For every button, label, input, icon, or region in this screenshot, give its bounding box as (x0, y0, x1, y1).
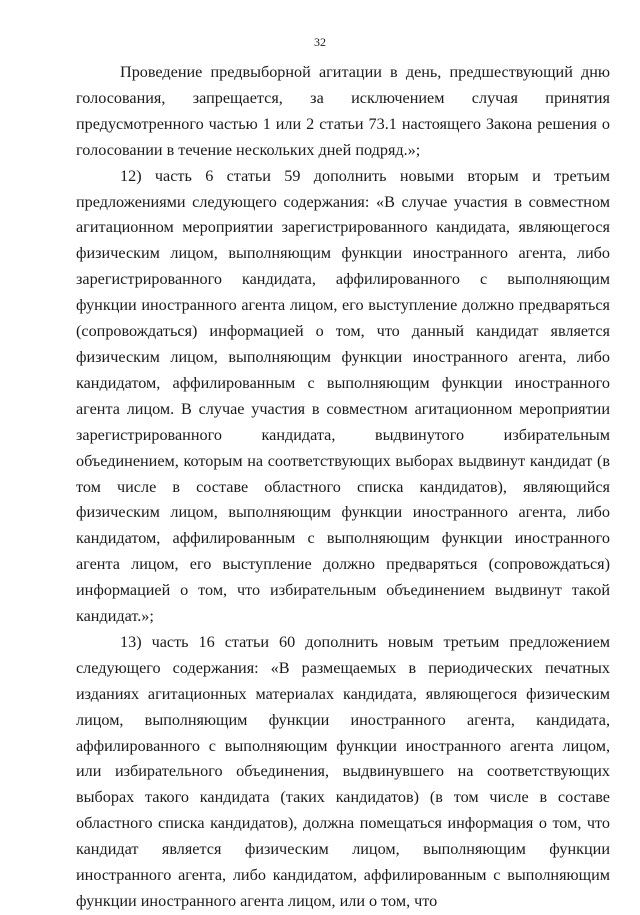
paragraph-item-13: 13) часть 16 статьи 60 дополнить новым третьим предложением следующего содержания: «В размещаемых в периодических печатных изданиях агитационных материалах кандидата, являющегося физическим лицом, выполняющим функции иностранного агента, кандидата, аффилированного с выполняющим функции иностранного агента лицом, или избирательного объединения, выдвинувшего на соответствующих выборах такого кандидата (таких кандидатов) (в том числе в составе областного списка кандидатов), должна помещаться информация о том, что кандидат является физическим лицом, выполняющим функции иностранного агента, либо кандидатом, аффилированным с выполняющим функции иностранного агента лицом, или о том, что (76, 632, 610, 910)
document-body (76, 60, 610, 915)
paragraph-voting-day-campaign-ban: Проведение предвыборной агитации в день, предшествующий дню голосования, запрещается, за исключением случая принятия предусмотренного частью 1 или 2 статьи 73.1 настоящего Закона решения о голосовании в течение нескольких дней подряд.»; (76, 63, 610, 159)
page-number: 32 (314, 35, 326, 49)
paragraph-item-12: 12) часть 6 статьи 59 дополнить новыми вторым и третьим предложениями следующего содержания: «В случае участия в совместном агитационном мероприятии зарегистрированного кандидата, являющегося физическим лицом, выполняющим функции иностранного агента, либо зарегистрированного кандидата, аффилированного с выполняющим функции иностранного агента лицом, его выступление должно предваряться (сопровождаться) информацией о том, что данный кандидат является физическим лицом, выполняющим функции иностранного агента, либо кандидатом, аффилированным с выполняющим функции иностранного агента лицом. В случае участия в совместном агитационном мероприятии зарегистрированного кандидата, выдвинутого избирательным объединением, которым на соответствующих выборах выдвинут кандидат (в том числе в составе областного списка кандидатов), являющийся физическим лицом, выполняющим функции иностранного агента, либо кандидатом, аффилированным с выполняющим функции иностранного агента лицом, его выступление должно предваряться (сопровождаться) информацией о том, что избирательным объединением выдвинут такой кандидат.»; (76, 166, 610, 626)
